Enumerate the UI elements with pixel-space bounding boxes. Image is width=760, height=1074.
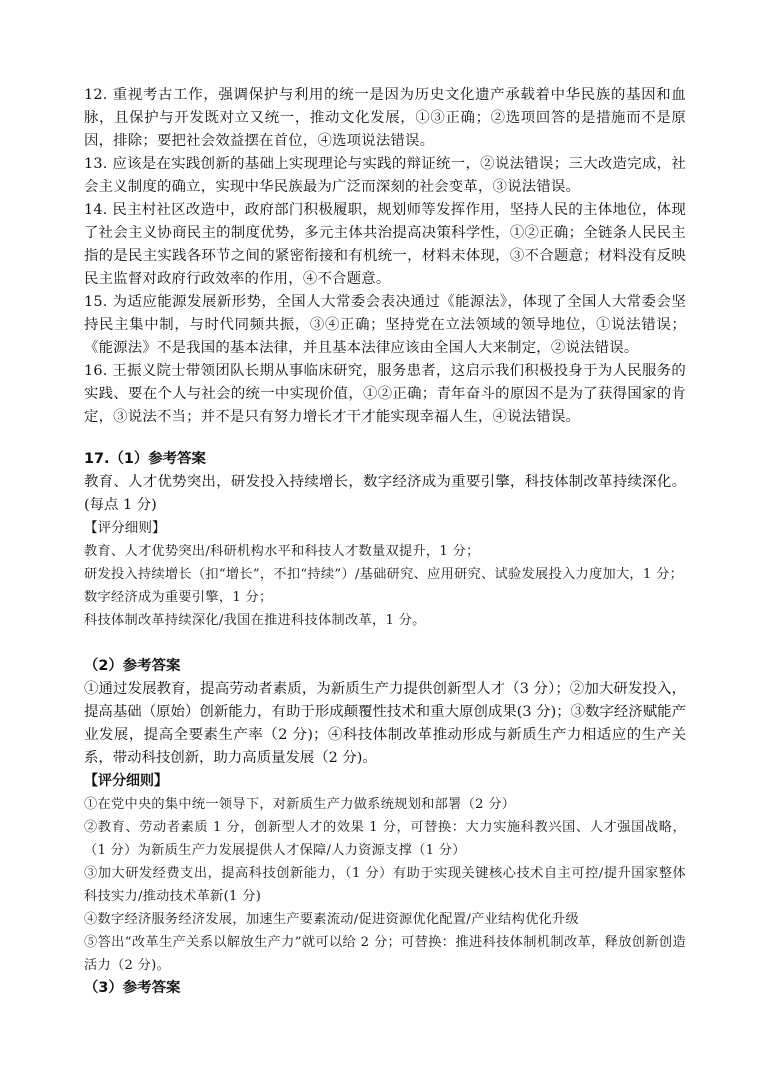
rubric-item: 科技体制改革持续深化/我国在推进科技体制改革，1 分。 [84, 613, 426, 628]
q17-part1-answer: 教育、人才优势突出，研发投入持续增长，数字经济成为重要引擎，科技体制改革持续深化。(每点 1 分) [84, 474, 686, 513]
q17-part2-rubric [84, 793, 686, 977]
q17-part3-heading: （3）参考答案 [84, 980, 181, 996]
explanation-14: 14. 民主村社区改造中，政府部门积极履职，规划师等发挥作用，坚持人民的主体地位，体现了社会主义协商民主的制度优势，多元主体共治提高决策科学性，①②正确；全链条人民民主指的是民主实践各环节之间的紧密衔接和有机统一，材料未体现，③不合题意；材料没有反映民主监督对政府行政效率的作用，④不合题意。 [84, 202, 686, 287]
rubric-item: ③加大研发经费支出，提高科技创新能力，（1 分）有助于实现关键核心技术自主可控/提升国家整体科技实力/推动技术革新(1 分) [84, 866, 686, 904]
q17-part2-rubric-label: 【评分细则】 [84, 773, 168, 789]
mc-explanations [84, 84, 686, 429]
q17-part1-heading: 17.（1）参考答案 [84, 451, 206, 467]
explanation-15: 15. 为适应能源发展新形势，全国人大常委会表决通过《能源法》，体现了全国人大常委会坚持民主集中制，与时代同频共振，③④正确；坚持党在立法领域的领导地位，①说法错误；《能源法》不是我国的基本法律，并且基本法律应该由全国人大来制定，②说法错误。 [84, 294, 686, 356]
rubric-item: 研发投入持续增长（扣“增长”，不扣“持续”）/基础研究、应用研究、试验发展投入力度加大，1 分； [84, 567, 684, 582]
q17-part1 [84, 448, 686, 632]
rubric-item: 教育、人才优势突出/科研机构水平和科技人才数量双提升，1 分； [84, 544, 480, 559]
rubric-item: ①在党中央的集中统一领导下，对新质生产力做系统规划和部署（2 分） [84, 797, 516, 812]
explanation-16: 16. 王振义院士带领团队长期从事临床研究，服务患者，这启示我们积极投身于为人民服务的实践、要在个人与社会的统一中实现价值，①②正确；青年奋斗的原因不是为了获得国家的肯定，③说法不当；并不是只有努力增长才干才能实现幸福人生，④说法错误。 [84, 363, 686, 425]
rubric-item: 数字经济成为重要引擎，1 分； [84, 590, 273, 605]
explanation-12: 12. 重视考古工作，强调保护与利用的统一是因为历史文化遗产承载着中华民族的基因和血脉，且保护与开发既对立又统一，推动文化发展，①③正确；②选项回答的是措施而不是原因，排除；要把社会效益摆在首位，④选项说法错误。 [84, 87, 686, 149]
explanation-13: 13. 应该是在实践创新的基础上实现理论与实践的辩证统一，②说法错误；三大改造完成，社会主义制度的确立，实现中华民族最为广泛而深刻的社会变革，③说法错误。 [84, 156, 686, 195]
q17-part2-heading: （2）参考答案 [84, 658, 181, 674]
q17-part1-rubric [84, 540, 686, 632]
rubric-item: ②教育、劳动者素质 1 分，创新型人才的效果 1 分，可替换：大力实施科教兴国、人才强国战略，（1 分）为新质生产力发展提供人才保障/人力资源支撑（1 分） [84, 820, 686, 858]
q17-part3 [84, 977, 686, 1000]
q17-part1-rubric-label: 【评分细则】 [84, 520, 166, 536]
q17-part2-answer: ①通过发展教育，提高劳动者素质，为新质生产力提供创新型人才（3 分）；②加大研发投入，提高基础（原始）创新能力，有助于形成颠覆性技术和重大原创成果(3 分)；③数字经济赋能产业发展，提高全要素生产率（2 分)；④科技体制改革推动形成与新质生产力相适应的生产关系，带动科技创新，助力高质量发展（2 分)。 [84, 681, 686, 766]
rubric-item: ⑤答出“改革生产关系以解放生产力”就可以给 2 分；可替换：推进科技体制机制改革，释放创新创造活力（2 分)。 [84, 935, 686, 973]
rubric-item: ④数字经济服务经济发展，加速生产要素流动/促进资源优化配置/产业结构优化升级 [84, 912, 580, 927]
q17-part2 [84, 655, 686, 977]
